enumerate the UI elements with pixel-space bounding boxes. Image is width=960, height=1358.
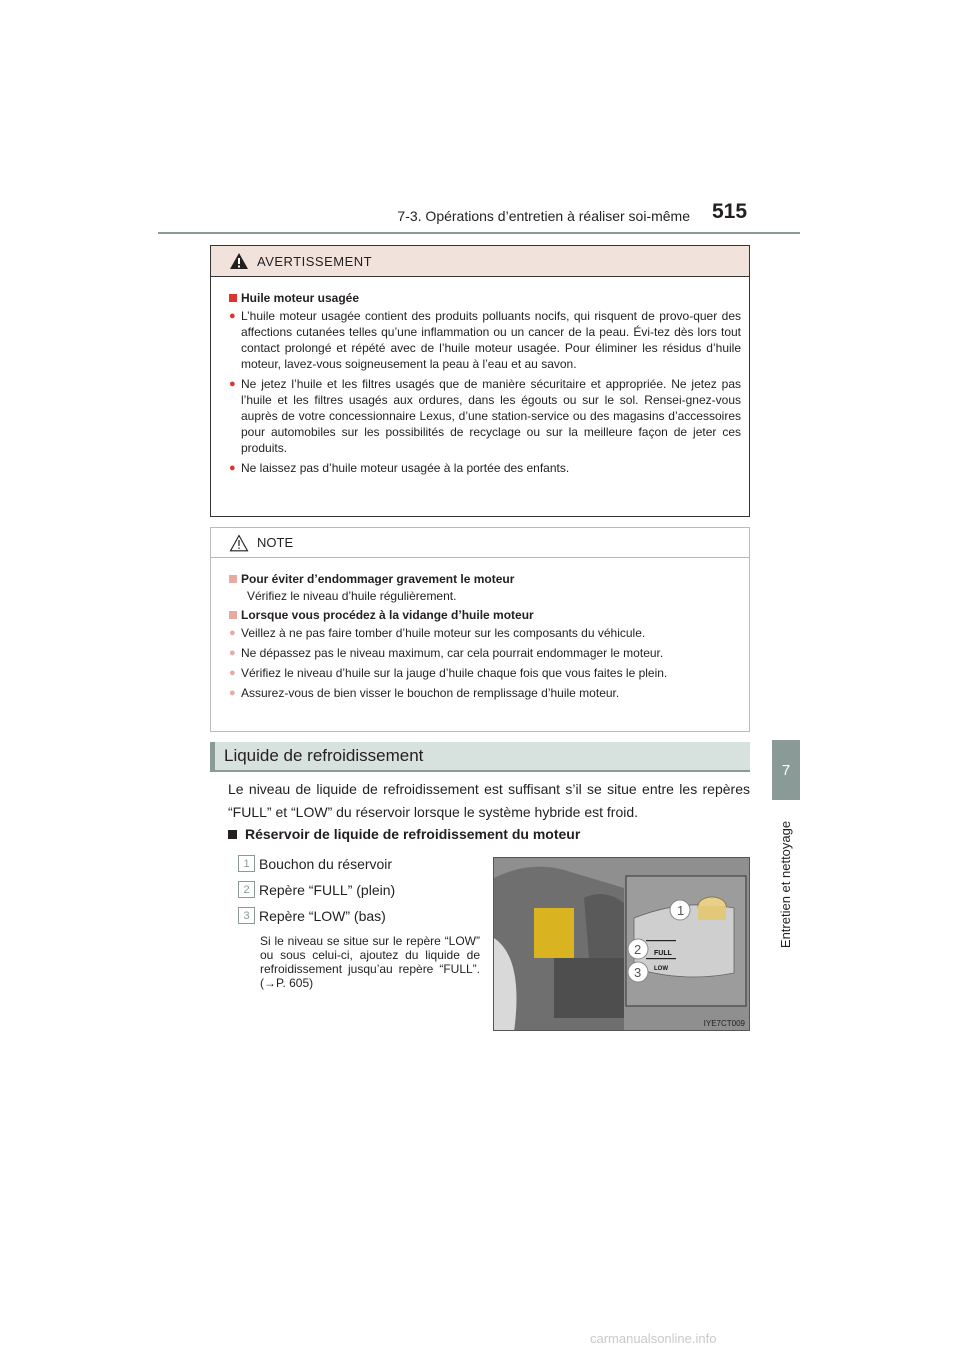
note-box	[210, 527, 750, 732]
callout-number: 1	[238, 855, 255, 872]
callout-item	[238, 907, 386, 924]
callout-number: 3	[238, 907, 255, 924]
bullet-icon: ●	[229, 647, 236, 659]
note-item-text: Ne dépassez pas le niveau maximum, car cela pourrait endommager le moteur.	[241, 646, 664, 660]
note-subtitle	[229, 608, 741, 622]
watermark: carmanualsonline.info	[590, 1331, 717, 1346]
warning-item-text: L’huile moteur usagée contient des produits polluants nocifs, qui risquent de provo-quer des affections cutanées telles qu’une inflammation ou un cancer de la peau. Évi-tez dès lors tout contact prolongé et répété avec de l’huile moteur usagée. Pour éliminer les résidus d’huile moteur, lavez-vous soigneusement la peau à l’eau et au savon.	[241, 309, 741, 371]
note-subtitle	[229, 572, 741, 586]
callout-label: Bouchon du réservoir	[259, 855, 393, 872]
header-rule	[158, 232, 800, 234]
caution-triangle-icon	[229, 534, 249, 552]
warning-subtitle-text: Huile moteur usagée	[241, 291, 360, 305]
full-mark-label: FULL	[654, 950, 672, 957]
chapter-label	[769, 810, 803, 958]
square-bullet-icon	[228, 830, 237, 839]
callout-number: 2	[238, 881, 255, 898]
bullet-icon: ●	[229, 310, 236, 322]
image-code: IYE7CT009	[703, 1019, 745, 1028]
section-subheading	[228, 826, 580, 842]
note-item-text: Veillez à ne pas faire tomber d’huile moteur sur les composants du véhicule.	[241, 626, 646, 640]
note-plain-text: Vérifiez le niveau d’huile régulièrement.	[247, 589, 457, 603]
callout-item	[238, 881, 395, 898]
note-item-text: Assurez-vous de bien visser le bouchon de remplissage d’huile moteur.	[241, 686, 620, 700]
low-mark-label: LOW	[654, 966, 668, 972]
section-intro: Le niveau de liquide de refroidissement est suffisant s’il se situe entre les repères “FULL” et “LOW” du réservoir lorsque le système hybride est froid.	[228, 781, 750, 820]
chapter-label-text: Entretien et nettoyage	[778, 820, 794, 948]
engine-bay-photo	[493, 857, 750, 1031]
page-number: 515	[712, 200, 748, 223]
section-heading: Liquide de refroidissement	[210, 742, 750, 772]
refill-note: Si le niveau se situe sur le repère “LOW” ou sous celui-ci, ajoutez du liquide de refroidissement jusqu’au repère “FULL”. (→P. 605)	[260, 934, 480, 990]
warning-item	[229, 376, 741, 456]
photo-callout-3: 3	[634, 965, 642, 980]
note-item	[229, 645, 741, 661]
square-bullet-icon	[229, 294, 237, 302]
note-item-text: Vérifiez le niveau d’huile sur la jauge d’huile chaque fois que vous faites le plein.	[241, 666, 668, 680]
note-title: NOTE	[257, 535, 294, 550]
photo-callout-1: 1	[677, 903, 685, 918]
note-item	[229, 685, 741, 701]
note-item	[229, 625, 741, 641]
warning-header	[211, 246, 749, 277]
note-item	[229, 665, 741, 681]
bullet-icon: ●	[229, 667, 236, 679]
warning-item	[229, 460, 741, 476]
warning-box	[210, 245, 750, 517]
callout-label: Repère “FULL” (plein)	[259, 881, 396, 898]
warning-title: AVERTISSEMENT	[257, 253, 373, 269]
warning-triangle-icon	[229, 252, 249, 270]
engine-bay-illustration	[494, 858, 750, 1031]
running-header: 7-3. Opérations d’entretien à réaliser soi-même	[397, 208, 690, 224]
bullet-icon: ●	[229, 627, 236, 639]
square-bullet-icon	[229, 611, 237, 619]
note-subtitle-text: Lorsque vous procédez à la vidange d’huile moteur	[241, 608, 534, 622]
warning-item-text: Ne jetez l’huile et les filtres usagés que de manière sécuritaire et appropriée. Ne jetez pas l’huile et les filtres usagés aux ordures, dans les égouts ou sur le sol. Rensei-gnez-vous auprès de votre concessionnaire Lexus, d’une station-service ou des magasins d’accessoires pour automobiles sur les possibilités de recyclage ou sur la meilleure façon de jeter ces produits.	[241, 377, 741, 455]
callout-item	[238, 855, 392, 872]
callout-label: Repère “LOW” (bas)	[259, 907, 386, 924]
square-bullet-icon	[229, 575, 237, 583]
note-subtitle-text: Pour éviter d’endommager gravement le moteur	[241, 572, 515, 586]
warning-item-text: Ne laissez pas d’huile moteur usagée à la portée des enfants.	[241, 461, 570, 475]
bullet-icon: ●	[229, 378, 236, 390]
note-header	[211, 528, 749, 558]
bullet-icon: ●	[229, 462, 236, 474]
photo-callout-2: 2	[634, 942, 642, 957]
warning-item	[229, 308, 741, 372]
chapter-tab: 7	[772, 740, 800, 800]
warning-subtitle	[229, 291, 741, 305]
bullet-icon: ●	[229, 687, 236, 699]
section-subheading-text: Réservoir de liquide de refroidissement du moteur	[245, 826, 581, 842]
